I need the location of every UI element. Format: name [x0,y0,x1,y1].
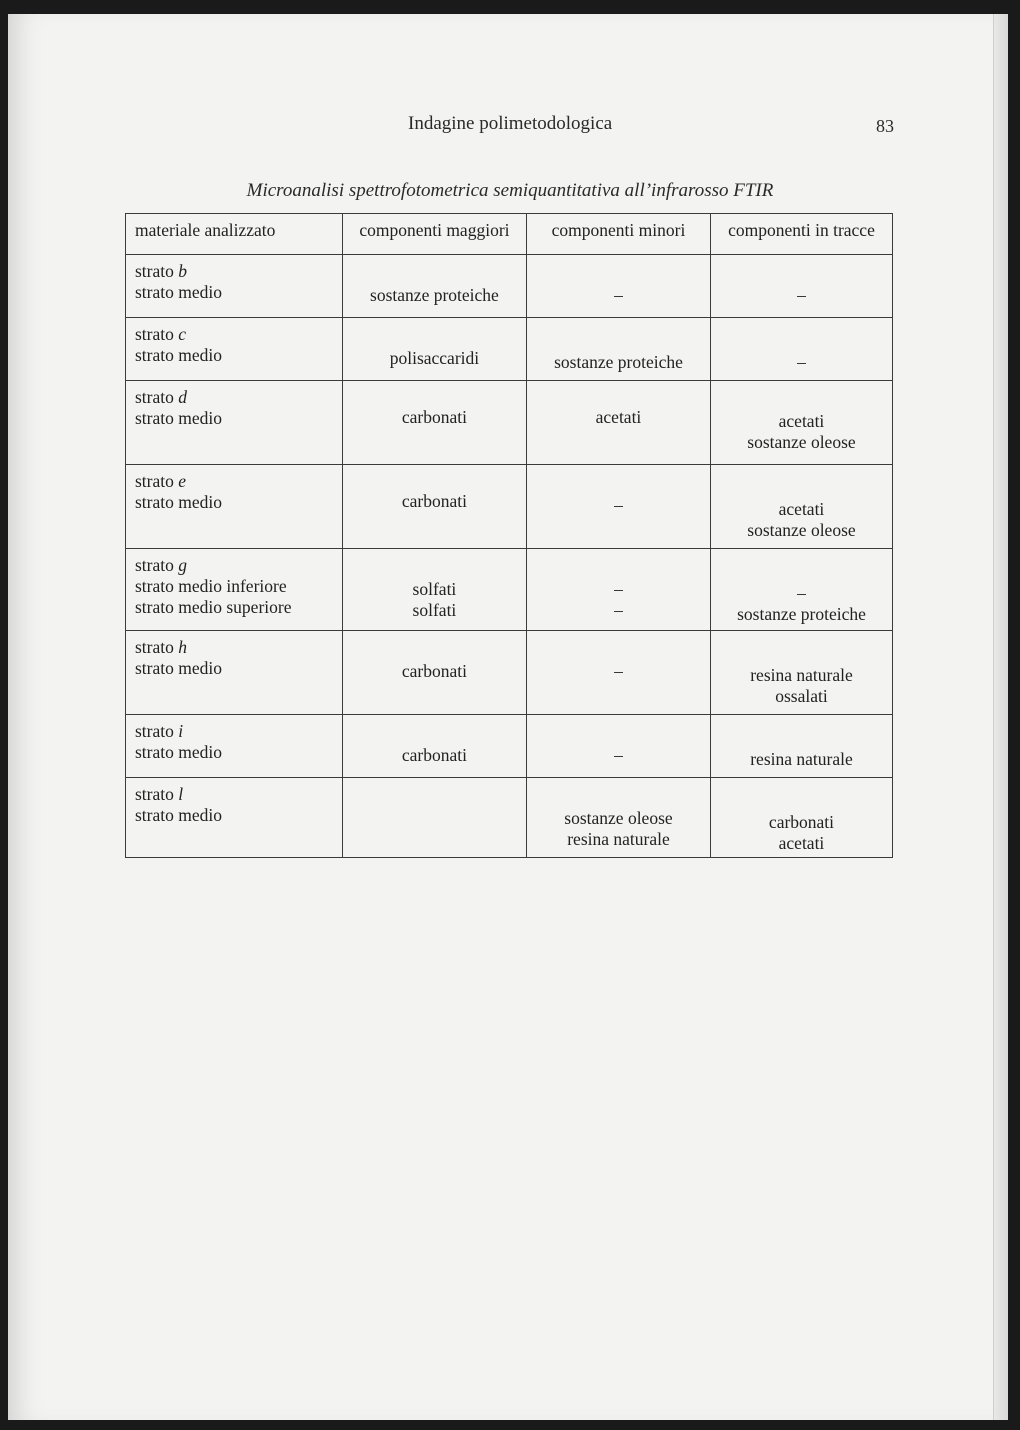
cell-maggiori [342,318,526,381]
cell-maggiori-value: carbonati [401,745,467,765]
cell-maggiori-value: sostanze proteiche [370,285,499,305]
cell-materiale [126,631,343,715]
cell-minori-value: – [614,745,623,765]
cell-tracce-value: sostanze proteiche [737,604,866,624]
cell-tracce-value: resina naturale [750,749,853,769]
cell-minori [527,631,711,715]
strato-label: strato b [135,261,188,281]
cell-maggiori [342,778,526,858]
strato-sublayer: strato medio [135,345,222,365]
cell-minori-value: – [614,661,623,681]
cell-tracce [710,715,892,778]
cell-tracce [710,549,892,631]
table-row [126,549,893,631]
table-row [126,255,893,318]
cell-minori-value: – [614,495,623,515]
cell-tracce-value: – [797,352,806,372]
strato-letter: i [178,721,184,741]
cell-tracce [710,255,892,318]
cell-minori-value: – [614,600,623,620]
cell-minori [527,549,711,631]
cell-minori [527,465,711,549]
cell-minori-value: – [614,579,623,599]
header-tracce: componenti in tracce [710,214,892,255]
cell-tracce-value: acetati [778,833,825,853]
strato-sublayer: strato medio [135,742,222,762]
cell-tracce-value: sostanze oleose [747,520,856,540]
table-body [126,255,893,858]
cell-maggiori-value: carbonati [401,491,467,511]
strato-letter: g [178,555,188,575]
page-edge [993,14,1008,1420]
cell-minori-value: – [614,285,623,305]
table-row [126,381,893,465]
table-row [126,778,893,858]
cell-minori [527,255,711,318]
cell-minori-value: sostanze oleose [564,808,673,828]
strato-label: strato g [135,555,188,575]
strato-label: strato i [135,721,184,741]
strato-sublayer: strato medio superiore [135,597,292,617]
strato-sublayer: strato medio [135,408,222,428]
cell-maggiori [342,465,526,549]
cell-tracce [710,381,892,465]
cell-minori [527,318,711,381]
cell-maggiori-value: polisaccaridi [389,348,480,368]
strato-letter: e [178,471,187,491]
strato-sublayer: strato medio inferiore [135,576,287,596]
running-head-title: Indagine polimetodologica [408,113,613,134]
strato-sublayer: strato medio [135,805,222,825]
header-materiale: materiale analizzato [126,214,343,255]
strato-letter: b [178,261,188,281]
cell-materiale [126,465,343,549]
cell-materiale [126,549,343,631]
cell-tracce-value: acetati [778,499,825,519]
cell-tracce [710,465,892,549]
cell-minori [527,715,711,778]
strato-sublayer: strato medio [135,492,222,512]
ftir-table [125,213,893,858]
cell-materiale [126,318,343,381]
cell-tracce-value: sostanze oleose [747,432,856,452]
cell-tracce [710,318,892,381]
table-row [126,715,893,778]
strato-letter: d [178,387,188,407]
table-header-row [126,214,893,255]
strato-sublayer: strato medio [135,282,222,302]
table-row [126,465,893,549]
cell-tracce [710,631,892,715]
strato-label: strato d [135,387,188,407]
strato-label: strato l [135,784,184,804]
page-number: 83 [876,116,894,136]
cell-tracce-value: resina naturale [750,665,853,685]
strato-label: strato h [135,637,188,657]
cell-maggiori-value: carbonati [401,407,467,427]
strato-label: strato e [135,471,187,491]
cell-materiale [126,778,343,858]
cell-tracce-value: – [797,285,806,305]
table-caption: Microanalisi spettrofotometrica semiquantitativa all’infrarosso FTIR [246,180,774,201]
cell-maggiori [342,381,526,465]
cell-tracce [710,778,892,858]
strato-letter: l [178,784,184,804]
strato-sublayer: strato medio [135,658,222,678]
strato-label: strato c [135,324,187,344]
cell-maggiori [342,631,526,715]
cell-minori-value: acetati [595,407,642,427]
table-row [126,318,893,381]
cell-tracce-value: acetati [778,411,825,431]
cell-tracce-value: carbonati [768,812,835,832]
header-minori: componenti minori [527,214,711,255]
cell-tracce-value: – [797,583,806,603]
cell-maggiori-value: solfati [412,579,457,599]
cell-maggiori [342,715,526,778]
cell-materiale [126,715,343,778]
cell-maggiori [342,255,526,318]
cell-maggiori-value: carbonati [401,661,467,681]
cell-maggiori [342,549,526,631]
cell-minori-value: resina naturale [567,829,670,849]
strato-letter: h [178,637,188,657]
header-maggiori: componenti maggiori [342,214,526,255]
cell-maggiori-value: solfati [412,600,457,620]
strato-letter: c [178,324,187,344]
cell-minori-value: sostanze proteiche [554,352,683,372]
cell-minori [527,778,711,858]
cell-minori [527,381,711,465]
cell-materiale [126,255,343,318]
table-row [126,631,893,715]
cell-materiale [126,381,343,465]
cell-tracce-value: ossalati [775,686,828,706]
